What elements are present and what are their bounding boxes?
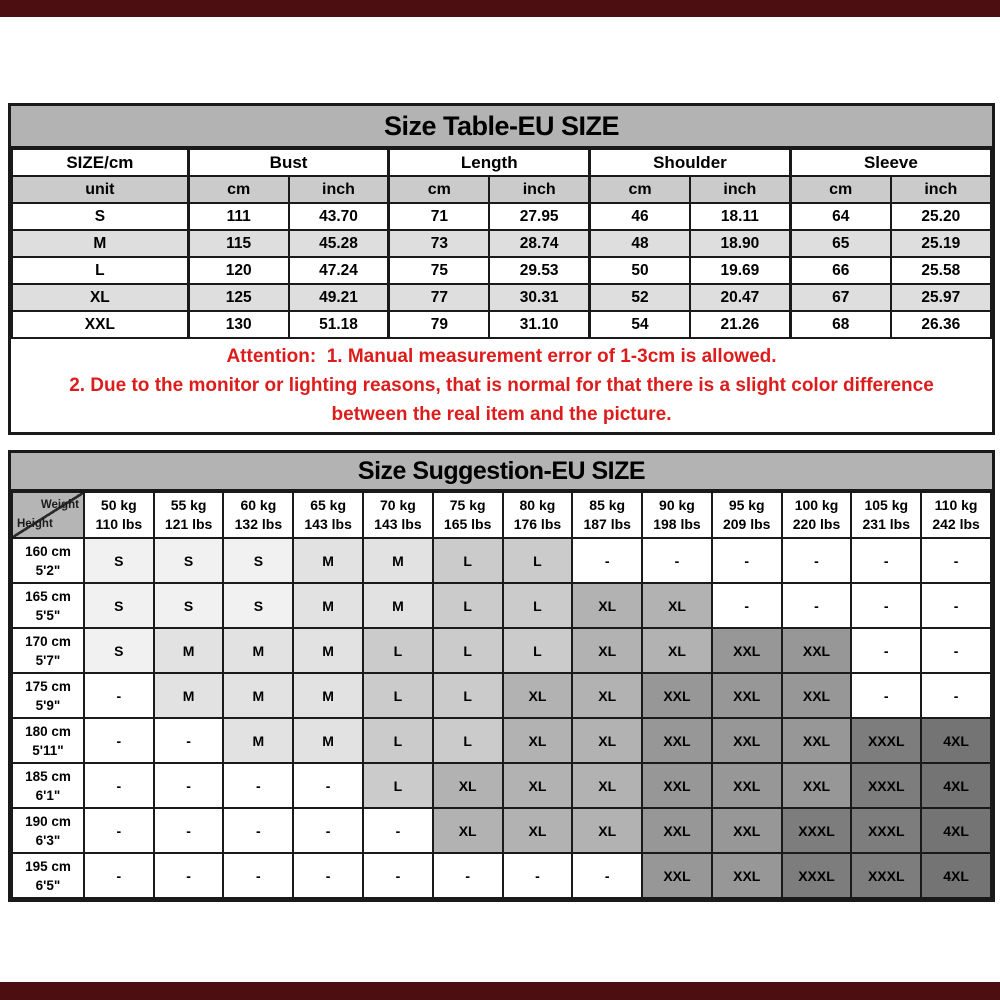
measurement-cell: 18.90: [690, 230, 790, 257]
measurement-cell: 73: [389, 230, 489, 257]
weight-kg-label: 80 kg: [519, 497, 556, 513]
unit-cell: cm: [590, 176, 690, 203]
weight-header-cell: [293, 492, 363, 538]
suggestion-cell: -: [154, 808, 224, 853]
suggestion-cell: XXL: [712, 718, 782, 763]
suggestion-table-body: [12, 538, 991, 898]
size-label-cell: M: [12, 230, 188, 257]
suggestion-cell: XXXL: [851, 853, 921, 898]
measurement-cell: 79: [389, 311, 489, 338]
height-ft-label: 5'9": [35, 697, 61, 713]
suggestion-cell: 4XL: [921, 808, 991, 853]
suggestion-cell: M: [293, 628, 363, 673]
weight-lbs-label: 187 lbs: [583, 516, 631, 532]
measurement-cell: 50: [590, 257, 690, 284]
suggestion-cell: -: [84, 718, 154, 763]
suggestion-cell: -: [84, 763, 154, 808]
suggestion-cell: S: [84, 538, 154, 583]
height-ft-label: 5'2": [35, 562, 61, 578]
measurement-cell: 77: [389, 284, 489, 311]
suggestion-cell: -: [293, 763, 363, 808]
weight-kg-label: 70 kg: [379, 497, 416, 513]
measurement-cell: 27.95: [489, 203, 589, 230]
suggestion-cell: XXL: [712, 673, 782, 718]
suggestion-cell: -: [712, 583, 782, 628]
suggestion-cell: XL: [503, 763, 573, 808]
size-label-cell: XXL: [12, 311, 188, 338]
suggestion-cell: XL: [433, 763, 503, 808]
suggestion-cell: -: [851, 673, 921, 718]
weight-header-cell: [921, 492, 991, 538]
height-header-cell: [12, 538, 84, 583]
suggestion-cell: 4XL: [921, 763, 991, 808]
height-header-cell: [12, 628, 84, 673]
suggestion-cell: XL: [572, 628, 642, 673]
suggestion-cell: -: [154, 853, 224, 898]
weight-kg-label: 95 kg: [728, 497, 765, 513]
suggestion-cell: -: [921, 538, 991, 583]
suggestion-row: [12, 583, 991, 628]
suggestion-cell: M: [154, 628, 224, 673]
suggestion-cell: M: [293, 538, 363, 583]
suggestion-cell: L: [433, 718, 503, 763]
measurement-cell: 65: [790, 230, 890, 257]
measurement-cell: 51.18: [289, 311, 389, 338]
suggestion-cell: L: [433, 538, 503, 583]
suggestion-cell: M: [293, 718, 363, 763]
size-row: [12, 284, 991, 311]
height-cm-label: 195 cm: [25, 858, 71, 874]
top-photo-strip: [0, 0, 1000, 17]
measurement-cell: 67: [790, 284, 890, 311]
suggestion-cell: XL: [642, 628, 712, 673]
measurement-cell: 49.21: [289, 284, 389, 311]
suggestion-cell: -: [363, 808, 433, 853]
suggestion-cell: XXXL: [851, 718, 921, 763]
unit-cell: inch: [690, 176, 790, 203]
suggestion-cell: S: [84, 583, 154, 628]
weight-lbs-label: 209 lbs: [722, 516, 771, 532]
suggestion-cell: XXL: [642, 808, 712, 853]
weight-header-cell: [503, 492, 573, 538]
suggestion-cell: -: [223, 763, 293, 808]
measurement-cell: 25.20: [891, 203, 991, 230]
height-cm-label: 185 cm: [25, 768, 71, 784]
suggestion-cell: -: [293, 853, 363, 898]
height-ft-label: 6'1": [35, 787, 61, 803]
attention-line-1: Attention: 1. Manual measurement error of 1-3cm is allowed.: [226, 346, 777, 367]
suggestion-cell: XXXL: [851, 763, 921, 808]
measurement-cell: 52: [590, 284, 690, 311]
suggestion-cell: -: [642, 538, 712, 583]
suggestion-cell: XXXL: [782, 853, 852, 898]
weight-lbs-label: 165 lbs: [443, 516, 492, 532]
suggestion-cell: M: [363, 538, 433, 583]
weight-kg-label: 105 kg: [864, 497, 909, 513]
suggestion-cell: 4XL: [921, 718, 991, 763]
size-label-cell: L: [12, 257, 188, 284]
measurement-cell: 30.31: [489, 284, 589, 311]
suggestion-cell: L: [503, 538, 573, 583]
suggestion-cell: L: [433, 673, 503, 718]
measurement-cell: 120: [188, 257, 288, 284]
measurement-cell: 64: [790, 203, 890, 230]
suggestion-cell: -: [293, 808, 363, 853]
suggestion-row: [12, 673, 991, 718]
suggestion-cell: -: [223, 808, 293, 853]
weight-header-cell: [782, 492, 852, 538]
suggestion-cell: XXL: [782, 763, 852, 808]
height-header-cell: [12, 673, 84, 718]
suggestion-cell: M: [293, 673, 363, 718]
size-row: [12, 311, 991, 338]
suggestion-cell: XXL: [642, 718, 712, 763]
suggestion-cell: -: [84, 853, 154, 898]
suggestion-cell: -: [851, 538, 921, 583]
size-label-cell: XL: [12, 284, 188, 311]
measurement-cell: 29.53: [489, 257, 589, 284]
weight-kg-label: 75 kg: [449, 497, 486, 513]
measurement-cell: 68: [790, 311, 890, 338]
suggestion-cell: -: [503, 853, 573, 898]
unit-cell: unit: [12, 176, 188, 203]
suggestion-cell: XXL: [782, 628, 852, 673]
size-suggestion-section: [8, 450, 995, 902]
height-ft-label: 5'7": [35, 652, 61, 668]
height-header-cell: [12, 583, 84, 628]
suggestion-cell: XL: [572, 583, 642, 628]
measurement-cell: 66: [790, 257, 890, 284]
measurement-cell: 115: [188, 230, 288, 257]
weight-lbs-label: 143 lbs: [304, 516, 352, 532]
suggestion-cell: L: [363, 718, 433, 763]
height-ft-label: 5'11": [32, 742, 64, 758]
weight-lbs-label: 242 lbs: [932, 516, 980, 532]
suggestion-cell: XXL: [782, 673, 852, 718]
suggestion-cell: M: [223, 718, 293, 763]
suggestion-cell: XL: [503, 718, 573, 763]
suggestion-cell: 4XL: [921, 853, 991, 898]
suggestion-cell: XL: [433, 808, 503, 853]
suggestion-cell: XXL: [782, 718, 852, 763]
height-header-cell: [12, 718, 84, 763]
height-header-cell: [12, 853, 84, 898]
size-label-cell: S: [12, 203, 188, 230]
weight-height-corner-cell: [12, 492, 84, 538]
height-cm-label: 160 cm: [25, 543, 71, 559]
unit-row: [12, 176, 991, 203]
unit-cell: cm: [188, 176, 288, 203]
weight-kg-label: 55 kg: [170, 497, 207, 513]
measurement-cell: 21.26: [690, 311, 790, 338]
suggestion-cell: XL: [503, 673, 573, 718]
measurement-cell: 75: [389, 257, 489, 284]
col-group-header: Sleeve: [790, 149, 991, 176]
measurement-cell: 18.11: [690, 203, 790, 230]
weight-lbs-label: 132 lbs: [234, 516, 283, 532]
height-cm-label: 180 cm: [25, 723, 71, 739]
weight-header-cell: [223, 492, 293, 538]
weight-kg-label: 110 kg: [934, 497, 978, 513]
height-cm-label: 165 cm: [25, 588, 71, 604]
suggestion-cell: -: [223, 853, 293, 898]
suggestion-cell: L: [363, 673, 433, 718]
suggestion-cell: -: [433, 853, 503, 898]
height-header-cell: [12, 808, 84, 853]
suggestion-cell: -: [851, 628, 921, 673]
measurement-cell: 25.97: [891, 284, 991, 311]
measurement-cell: 19.69: [690, 257, 790, 284]
weight-header-cell: [572, 492, 642, 538]
weight-lbs-label: 231 lbs: [862, 516, 910, 532]
suggestion-cell: S: [154, 583, 224, 628]
measurement-cell: 46: [590, 203, 690, 230]
suggestion-cell: -: [154, 718, 224, 763]
size-table: [11, 148, 992, 339]
measurement-cell: 25.58: [891, 257, 991, 284]
weight-kg-label: 65 kg: [310, 497, 347, 513]
height-ft-label: 6'3": [35, 832, 61, 848]
suggestion-cell: XL: [503, 808, 573, 853]
measurement-cell: 28.74: [489, 230, 589, 257]
suggestion-cell: L: [503, 628, 573, 673]
suggestion-row: [12, 763, 991, 808]
bottom-photo-strip: [0, 982, 1000, 1000]
unit-cell: inch: [891, 176, 991, 203]
suggestion-cell: S: [154, 538, 224, 583]
size-table-section: [8, 103, 995, 435]
suggestion-cell: S: [223, 538, 293, 583]
suggestion-cell: S: [84, 628, 154, 673]
col-group-header: Length: [389, 149, 590, 176]
col-group-header: Shoulder: [590, 149, 791, 176]
unit-cell: cm: [389, 176, 489, 203]
weight-kg-label: 90 kg: [659, 497, 695, 513]
measurement-cell: 111: [188, 203, 288, 230]
suggestion-row: [12, 808, 991, 853]
weight-header-cell: [642, 492, 712, 538]
col-group-header: SIZE/cm: [12, 149, 188, 176]
weight-header-cell: [712, 492, 782, 538]
suggestion-cell: XXL: [642, 853, 712, 898]
suggestion-cell: -: [363, 853, 433, 898]
suggestion-cell: S: [223, 583, 293, 628]
suggestion-cell: XL: [572, 808, 642, 853]
height-header-cell: [12, 763, 84, 808]
suggestion-cell: XXL: [712, 853, 782, 898]
height-cm-label: 190 cm: [25, 813, 71, 829]
weight-header-cell: [84, 492, 154, 538]
suggestion-cell: M: [293, 583, 363, 628]
suggestion-cell: M: [223, 628, 293, 673]
suggestion-cell: L: [433, 628, 503, 673]
height-cm-label: 170 cm: [25, 633, 71, 649]
size-row: [12, 257, 991, 284]
suggestion-row: [12, 538, 991, 583]
weight-lbs-label: 198 lbs: [653, 516, 701, 532]
suggestion-row: [12, 853, 991, 898]
suggestion-cell: -: [572, 853, 642, 898]
suggestion-cell: -: [84, 808, 154, 853]
suggestion-cell: XL: [572, 718, 642, 763]
suggestion-cell: L: [433, 583, 503, 628]
suggestion-cell: XXL: [712, 808, 782, 853]
unit-cell: cm: [790, 176, 890, 203]
suggestion-cell: L: [363, 763, 433, 808]
measurement-cell: 125: [188, 284, 288, 311]
weight-lbs-label: 176 lbs: [513, 516, 562, 532]
suggestion-cell: -: [84, 673, 154, 718]
corner-height-label: Height: [17, 518, 53, 530]
height-ft-label: 6'5": [35, 877, 61, 893]
measurement-cell: 48: [590, 230, 690, 257]
suggestion-cell: -: [921, 673, 991, 718]
suggestion-cell: XL: [572, 673, 642, 718]
suggestion-cell: -: [921, 628, 991, 673]
size-row: [12, 203, 991, 230]
suggestion-cell: -: [154, 763, 224, 808]
measurement-cell: 130: [188, 311, 288, 338]
suggestion-cell: XXXL: [782, 808, 852, 853]
weight-lbs-label: 110 lbs: [95, 516, 143, 532]
height-ft-label: 5'5": [35, 607, 61, 623]
measurement-cell: 45.28: [289, 230, 389, 257]
suggestion-table-head: [12, 492, 991, 538]
weight-kg-label: 60 kg: [240, 497, 277, 513]
suggestion-cell: -: [851, 583, 921, 628]
suggestion-cell: XXL: [712, 763, 782, 808]
weight-kg-label: 85 kg: [589, 497, 626, 513]
measurement-cell: 47.24: [289, 257, 389, 284]
suggestion-cell: XL: [572, 763, 642, 808]
attention-line-2: 2. Due to the monitor or lighting reasons, that is normal for that there is a slight color difference: [69, 375, 934, 396]
weight-kg-label: 50 kg: [100, 497, 137, 513]
weight-lbs-label: 121 lbs: [164, 516, 213, 532]
weight-lbs-label: 220 lbs: [792, 516, 841, 532]
suggestion-row: [12, 718, 991, 763]
size-table-header-row: [12, 149, 991, 176]
corner-weight-label: Weight: [40, 499, 79, 511]
suggestion-cell: -: [712, 538, 782, 583]
suggestion-cell: XXL: [712, 628, 782, 673]
suggestion-cell: XL: [642, 583, 712, 628]
measurement-cell: 20.47: [690, 284, 790, 311]
size-row: [12, 230, 991, 257]
attention-note: [11, 339, 992, 432]
suggestion-row: [12, 628, 991, 673]
weight-header-cell: [363, 492, 433, 538]
size-suggestion-table: [11, 491, 992, 899]
unit-cell: inch: [489, 176, 589, 203]
weight-kg-label: 100 kg: [794, 497, 839, 513]
measurement-cell: 26.36: [891, 311, 991, 338]
suggestion-cell: XXXL: [851, 808, 921, 853]
suggestion-cell: -: [782, 583, 852, 628]
suggestion-cell: M: [363, 583, 433, 628]
weight-header-row: [12, 492, 991, 538]
weight-header-cell: [154, 492, 224, 538]
measurement-cell: 25.19: [891, 230, 991, 257]
size-suggestion-title: Size Suggestion-EU SIZE: [11, 453, 992, 491]
suggestion-cell: -: [572, 538, 642, 583]
suggestion-cell: L: [363, 628, 433, 673]
size-table-title: Size Table-EU SIZE: [11, 106, 992, 148]
suggestion-cell: XXL: [642, 763, 712, 808]
suggestion-cell: -: [782, 538, 852, 583]
suggestion-cell: -: [921, 583, 991, 628]
measurement-cell: 31.10: [489, 311, 589, 338]
height-cm-label: 175 cm: [25, 678, 71, 694]
suggestion-cell: M: [154, 673, 224, 718]
unit-cell: inch: [289, 176, 389, 203]
col-group-header: Bust: [188, 149, 389, 176]
weight-header-cell: [433, 492, 503, 538]
suggestion-cell: XXL: [642, 673, 712, 718]
measurement-cell: 43.70: [289, 203, 389, 230]
suggestion-cell: M: [223, 673, 293, 718]
attention-line-3: between the real item and the picture.: [331, 404, 672, 425]
measurement-cell: 71: [389, 203, 489, 230]
weight-lbs-label: 143 lbs: [374, 516, 422, 532]
measurement-cell: 54: [590, 311, 690, 338]
weight-header-cell: [851, 492, 921, 538]
suggestion-cell: L: [503, 583, 573, 628]
